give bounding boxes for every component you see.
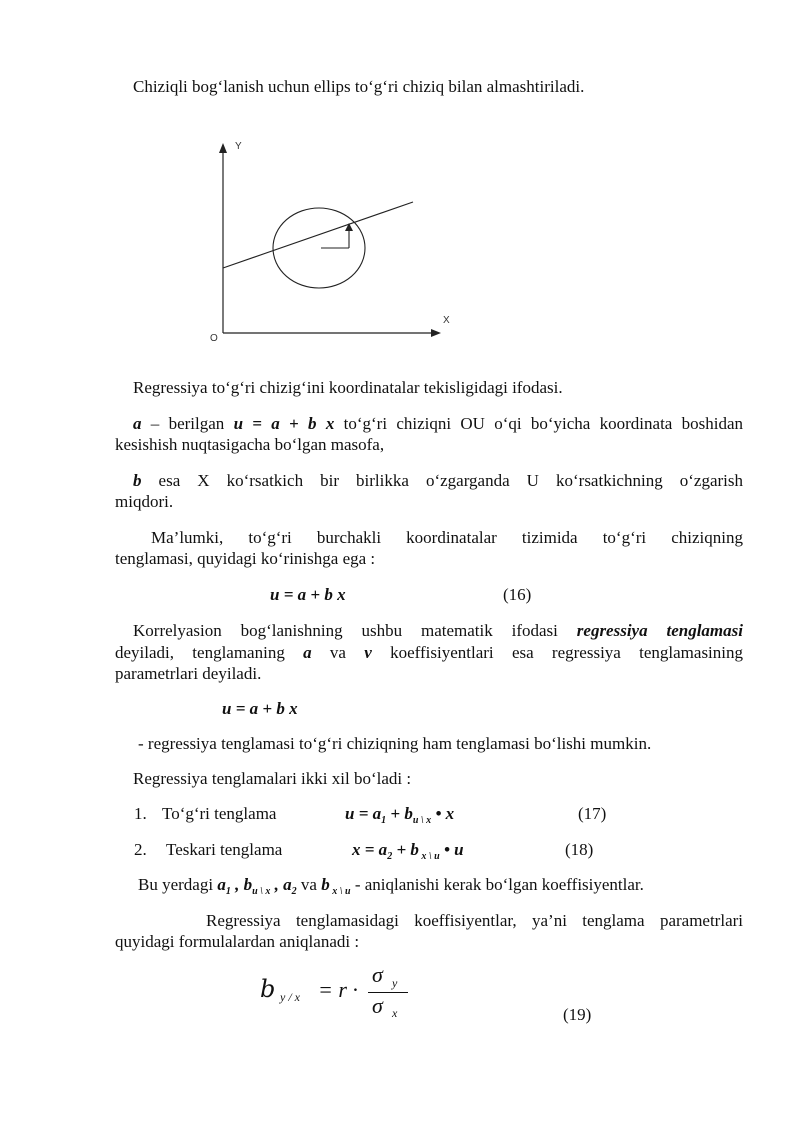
param-a-line1: a – berilgan u = a + b x to‘g‘ri chiziqni OU o‘qi bo‘yicha koordinata boshidan <box>133 414 743 433</box>
correlation-line1: Korrelyasion bog‘lanishning ushbu matematik ifodasi regressiya tenglamasi <box>133 621 743 640</box>
eq19-denominator-sub: x <box>392 1006 398 1020</box>
equation-19-number: (19) <box>563 1005 592 1024</box>
eq19-lhs-sub: y / x <box>280 990 300 1004</box>
y-axis-arrow <box>219 143 227 153</box>
y-axis-label: Y <box>235 141 242 152</box>
correlation-ellipse <box>273 208 365 288</box>
param-b-line2: miqdori. <box>115 492 174 511</box>
eq19-lhs: b <box>260 975 276 1003</box>
coefficients-here-line: Bu yerdagi $a_1$ , $b_{u \backslash x}$ , $a_2$ va b $_{x \backslash u}$ - aniqlanishi kerak bo‘lgan koeffisiyentlar. <box>138 875 644 897</box>
correlation-line3: parametrlari deyiladi. <box>115 664 262 683</box>
eq19-equals-r: = r · <box>318 977 358 1002</box>
eq19-numerator-sigma: σ <box>372 962 383 987</box>
list-item-label: To‘g‘ri tenglama <box>162 804 277 823</box>
param-b-line1: b esa X ko‘rsatkich bir birlikka o‘zgarganda U ko‘rsatkichning o‘zgarish <box>133 471 743 490</box>
equation-16-number: (16) <box>503 585 532 604</box>
known-line1: Ma’lumki, to‘g‘ri burchakli koordinatalar tizimida to‘g‘ri chiziqning <box>151 528 743 547</box>
regression-line <box>223 202 413 268</box>
coefficients-line1: Regressiya tenglamasidagi koeffisiyentlar, ya’ni tenglama parametrlari <box>206 911 743 930</box>
known-line2: tenglamasi, quyidagi ko‘rinishga ega : <box>115 549 376 568</box>
also-line: - regressiya tenglamasi to‘g‘ri chiziqning ham tenglamasi bo‘lishi mumkin. <box>138 734 652 753</box>
equation-18-number: (18) <box>565 840 594 859</box>
param-a-line2: kesishish nuqtasigacha bo‘lgan masofa, <box>115 435 385 454</box>
equation-17: $u = a_1 + b_{u \backslash x}$ • x <box>345 804 455 826</box>
regression-expression-line: Regressiya to‘g‘ri chizig‘ini koordinatalar tekisligidagi ifodasi. <box>133 378 563 397</box>
x-axis-arrow <box>431 329 441 337</box>
equation-17-number: (17) <box>578 804 607 823</box>
equation-18: $x = a_2 + b$ $_{x \backslash u}$ • u <box>352 840 464 862</box>
correlation-line2: deyiladi, tenglamaning a va v koeffisiyentlari esa regressiya tenglamasining <box>115 643 743 662</box>
equation-u: u = a + b x <box>222 699 298 718</box>
two-kinds-line: Regressiya tenglamalari ikki xil bo‘ladi : <box>133 769 412 788</box>
list-item-label: Teskari tenglama <box>166 840 283 859</box>
origin-label: O <box>210 333 218 344</box>
coefficients-line2: quyidagi formulalardan aniqlanadi : <box>115 932 360 951</box>
slope-arrow <box>345 223 353 231</box>
eq19-numerator-sub: y <box>392 976 398 990</box>
regression-figure <box>195 135 465 350</box>
equation-16: u = a + b x <box>270 585 346 604</box>
x-axis-label: X <box>443 315 450 326</box>
list-item-number: 2. <box>134 840 147 859</box>
eq19-denominator-sigma: σ <box>372 993 383 1018</box>
list-item-number: 1. <box>134 804 147 823</box>
intro-line: Chiziqli bog‘lanish uchun ellips to‘g‘ri chiziq bilan almashtiriladi. <box>133 77 585 96</box>
